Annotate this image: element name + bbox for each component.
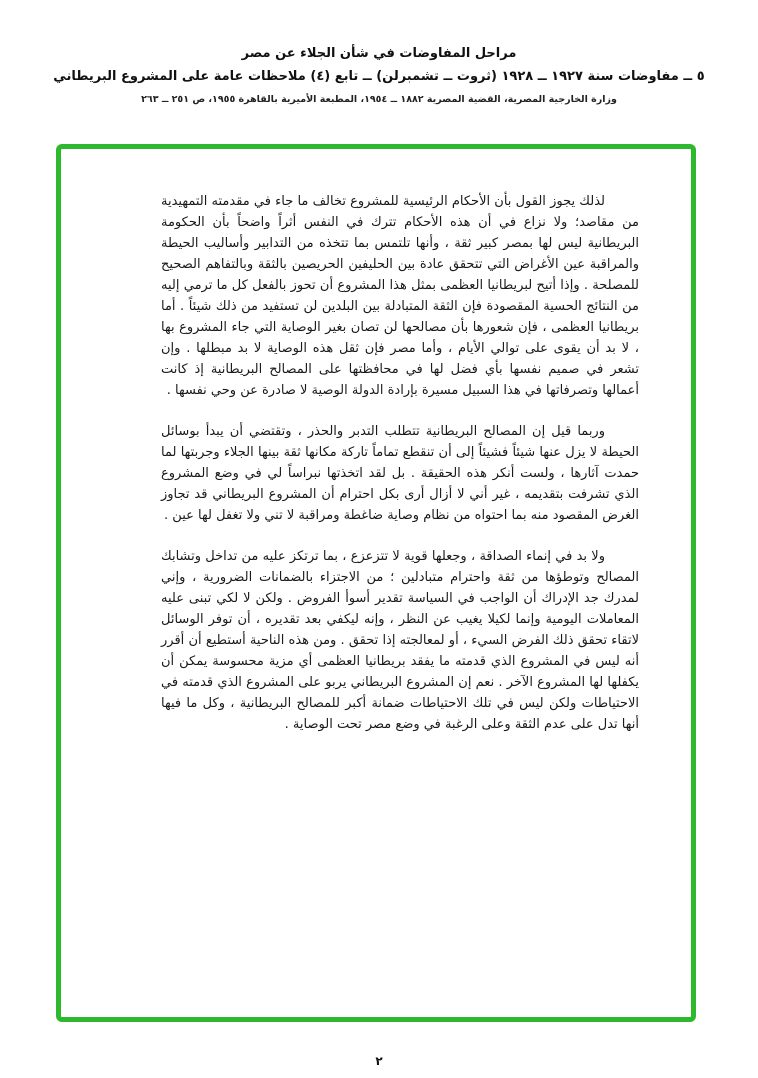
green-border-frame [56,144,696,1022]
body-paragraph-1: لذلك يجوز القول بأن الأحكام الرئيسية للمشروع تخالف ما جاء في مقدمته التمهيدية من مقاصد؛ ولا نزاع في أن هذه الأحكام تترك في النفس أثراً واضحاً بأن الحكومة البريطانية ليس لها بمصر كبير ثقة ، وأنها تلتمس بما تتخذه من التدابير وأساليب الحيطة والمراقبة عين الأغراض التي تتحقق عادة بين الحليفين الحريصين بالثقة وبالتفاهم الصحيح للمصلحة . وإذا أتيح لبريطانيا العظمى بمثل هذا المشروع أن تحوز بالفعل كل ما ترمي إليه من النتائج الحسية المقصودة فإن الثقة المتبادلة بين البلدين لن تستفيد من ذلك شيئاً . أما بريطانيا العظمى ، فإن شعورها بأن مصالحها لن تصان بغير الوصاية التي جاء المشروع بها ، لا بد أن يقوى على توالي الأيام ، وأما مصر فإن ثقل هذه الوصاية لا بد مبطلها . وإن تشعر في صميم نفسها بأي فضل لها في محافظتها على المصالح البريطانية إذ كانت أعمالها وتصرفاتها في هذا السبيل مسيرة بإرادة الدولة الوصية لا صادرة عن وحي نفسها . [161,194,639,398]
header-title: مراحل المفاوضات في شأن الجلاء عن مصر [241,46,517,61]
body-paragraph-2: وربما قيل إن المصالح البريطانية تتطلب التدبر والحذر ، وتقتضي أن يبدأ بوسائل الحيطة لا يزل عنها شيئاً فشيئاً إلى أن تنقطع تماماً تاركة مكانها ثقة بينها الجلاء وجربتها لما حمدت آثارها ، ولست أنكر هذه الحقيقة . بل لقد اتخذتها نبراساً لي في وضع المشروع الذي تشرفت بتقديمه ، غير أني لا أزال أرى بكل احترام أن المشروع البريطاني قد تجاوز الغرض المقصود منه بما احتواه من نظام وصاية ضاغطة ومراقبة لا تني ولا تغفل لها عين . [161,424,639,523]
body-paragraph-3: ولا بد في إنماء الصداقة ، وجعلها قوية لا تتزعزع ، بما ترتكز عليه من تداخل وتشابك المصالح وتوطؤها من ثقة واحترام متبادلين ؛ من الاجتزاء بالضمانات الضرورية ، وإني لمدرك جد الإدراك أن الواجب في السياسة تقدير أسوأ الفروض . ولكن لا لكي تبنى عليه المعاملات اليومية وإنما لكيلا يغيب عن النظر ، وإنه ليكفي بعد تقديره ، أن توفر الوسائل لاتقاء تحقق ذلك الفرض السيء ، أو لمعالجته إذا تحقق . ومن هذه الناحية أستطيع أن أقرر أنه ليس في المشروع الذي قدمته ما يفقد بريطانيا العظمى أي مزية محسوسة يمكن أن يكفلها لها المشروع الآخر . نعم إن المشروع البريطاني يربو على المشروع الذي قدمته في الاحتياطات ولكن ليس في تلك الاحتياطات ضمانة أكبر للمصالح البريطانية ، وكل ما فيها أنها تدل على عدم الثقة وعلى الرغبة في وضع مصر تحت الوصاية . [161,549,639,732]
page-number: ٢ [375,1054,383,1068]
header-subtitle: ٥ ــ مفاوضات سنة ١٩٢٧ ــ ١٩٢٨ (ثروت ــ تشمبرلن) ــ تابع (٤) ملاحظات عامة على المشروع البريطاني [53,69,705,84]
scanned-text-block [161,191,639,755]
page-header [0,46,758,105]
header-source-citation: وزارة الخارجية المصرية، القضية المصرية ١٨٨٢ ــ ١٩٥٤، المطبعة الأميرية بالقاهرة ١٩٥٥، ص ٢٥١ ــ ٢٦٣ [141,94,617,105]
